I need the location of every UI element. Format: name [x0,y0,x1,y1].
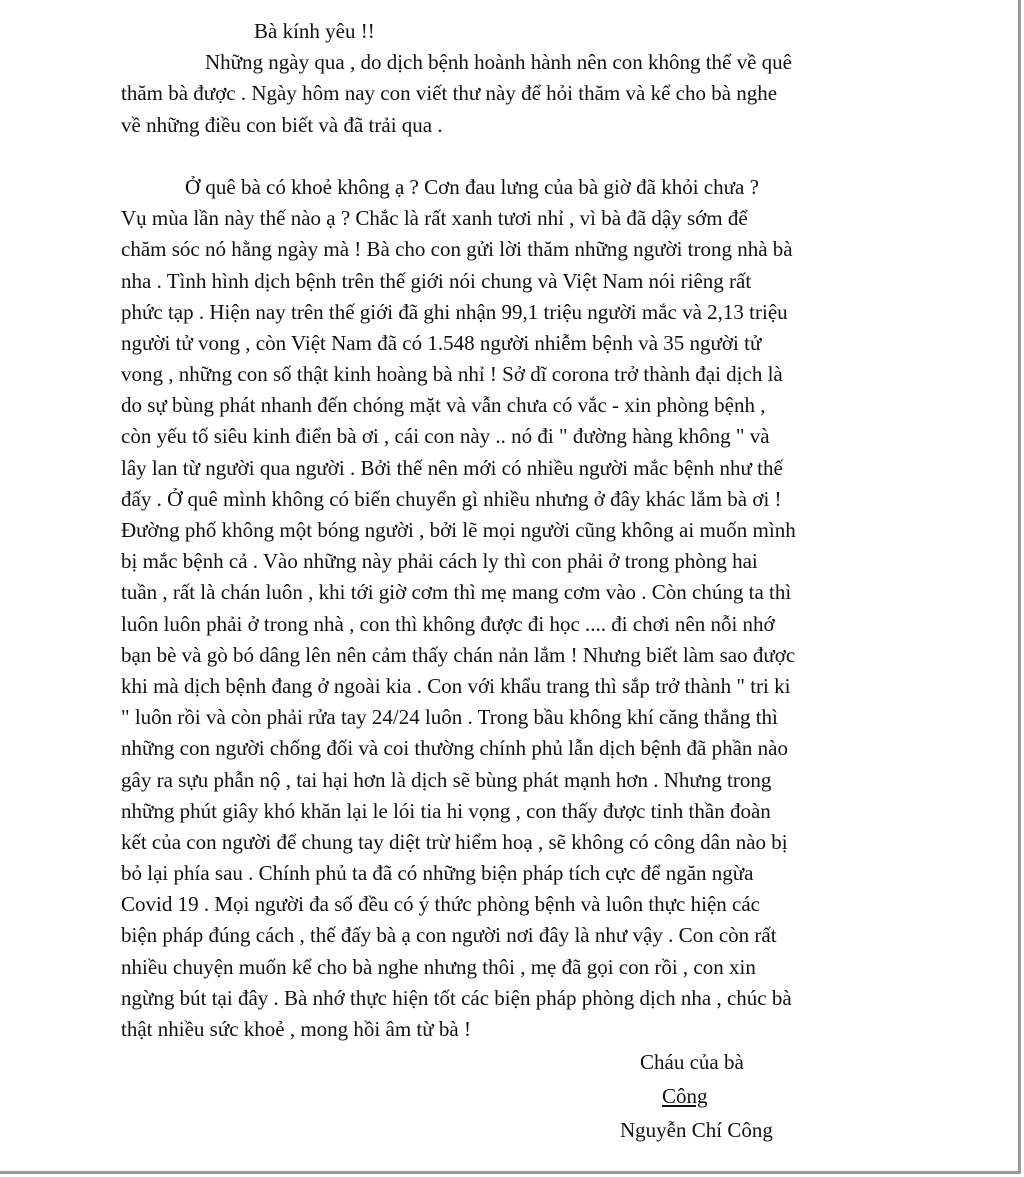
paragraph-line: bỏ lại phía sau . Chính phủ ta đã có những biện pháp tích cực để ngăn ngừa [121,861,754,886]
paragraph-line: " luôn rồi và còn phải rửa tay 24/24 luôn . Trong bầu không khí căng thẳng thì [121,705,778,730]
paragraph-line: tuần , rất là chán luôn , khi tới giờ cơm thì mẹ mang cơm vào . Còn chúng ta thì [121,580,792,605]
closing-line: Cháu của bà [640,1050,744,1075]
paragraph-line: kết của con người để chung tay diệt trừ hiểm hoạ , sẽ không có công dân nào bị [121,829,788,854]
paragraph-line: đấy . Ở quê mình không có biến chuyển gì nhiều nhưng ở đây khác lắm bà ơi ! [121,486,782,511]
paragraph-line: về những điều con biết và đã trải qua . [121,112,443,137]
paragraph-line: lây lan từ người qua người . Bởi thế nên mới có nhiều người mắc bệnh như thế [121,455,783,480]
paragraph-line: những con người chống đối và coi thường chính phủ lẫn dịch bệnh đã phần nào [121,736,788,761]
paragraph-line: do sự bùng phát nhanh đến chóng mặt và vẫn chưa có vắc - xin phòng bệnh , [121,393,766,418]
paragraph-line: ngừng bút tại đây . Bà nhớ thực hiện tốt các biện pháp phòng dịch nha , chúc bà [121,985,792,1010]
paragraph-line: bạn bè và gò bó dâng lên nên cảm thấy chán nản lắm ! Nhưng biết làm sao được [121,642,796,667]
paragraph-line: Covid 19 . Mọi người đa số đều có ý thức phòng bệnh và luôn thực hiện các [121,892,760,917]
paragraph-line: phức tạp . Hiện nay trên thế giới đã ghi nhận 99,1 triệu người mắc và 2,13 triệu [121,299,788,324]
sender-name: Nguyễn Chí Công [620,1118,773,1143]
paragraph-line: Đường phố không một bóng người , bởi lẽ mọi người cũng không ai muốn mình [121,518,796,542]
paragraph-2 [121,172,911,1045]
paragraph-line: bị mắc bệnh cả . Vào những này phải cách ly thì con phải ở trong phòng hai [121,549,758,574]
paragraph-line: vong , những con số thật kinh hoàng bà nhỉ ! Sở dĩ corona trở thành đại dịch là [121,362,783,387]
paragraph-line: nhiều chuyện muốn kể cho bà nghe nhưng thôi , mẹ đã gọi con rồi , con xin [121,954,756,979]
salutation: Bà kính yêu !! [254,19,375,43]
paragraph-line: Những ngày qua , do dịch bệnh hoành hành nên con không thể về quê [205,50,792,75]
paragraph-line: gây ra sựu phẫn nộ , tai hại hơn là dịch sẽ bùng phát mạnh hơn . Nhưng trong [121,767,772,792]
paragraph-line: chăm sóc nó hằng ngày mà ! Bà cho con gửi lời thăm những người trong nhà bà [121,237,793,262]
paragraph-line: thăm bà được . Ngày hôm nay con viết thư này để hỏi thăm và kể cho bà nghe [121,81,778,106]
paragraph-line: còn yếu tố siêu kinh điển bà ơi , cái con này .. nó đi " đường hàng không " và [121,424,770,449]
paragraph-line: những phút giây khó khăn lại le lói tia hi vọng , con thấy được tinh thần đoàn [121,798,771,823]
paragraph-line: luôn luôn phải ở trong nhà , con thì không được đi học .... đi chơi nên nỗi nhớ [121,611,775,636]
signature: Công [662,1084,708,1109]
paragraph-1 [121,47,911,141]
letter-body [121,16,911,1147]
paragraph-line: Vụ mùa lần này thế nào ạ ? Chắc là rất xanh tươi nhỉ , vì bà đã dậy sớm để [121,206,748,231]
paragraph-line: khi mà dịch bệnh đang ở ngoài kia . Con với khẩu trang thì sắp trở thành " tri ki [121,673,791,698]
paragraph-spacer [121,141,911,172]
paragraph-line: nha . Tình hình dịch bệnh trên thế giới nói chung và Việt Nam nói riêng rất [121,268,752,293]
paragraph-line: biện pháp đúng cách , thế đấy bà ạ con người nơi đây là như vậy . Con còn rất [121,923,777,948]
letter-closing [121,1045,911,1147]
paragraph-line: người tử vong , còn Việt Nam đã có 1.548 người nhiễm bệnh và 35 người tử [121,330,762,355]
paragraph-line: Ở quê bà có khoẻ không ạ ? Cơn đau lưng của bà giờ đã khỏi chưa ? [185,174,759,199]
paragraph-line: thật nhiều sức khoẻ , mong hồi âm từ bà ! [121,1017,471,1041]
